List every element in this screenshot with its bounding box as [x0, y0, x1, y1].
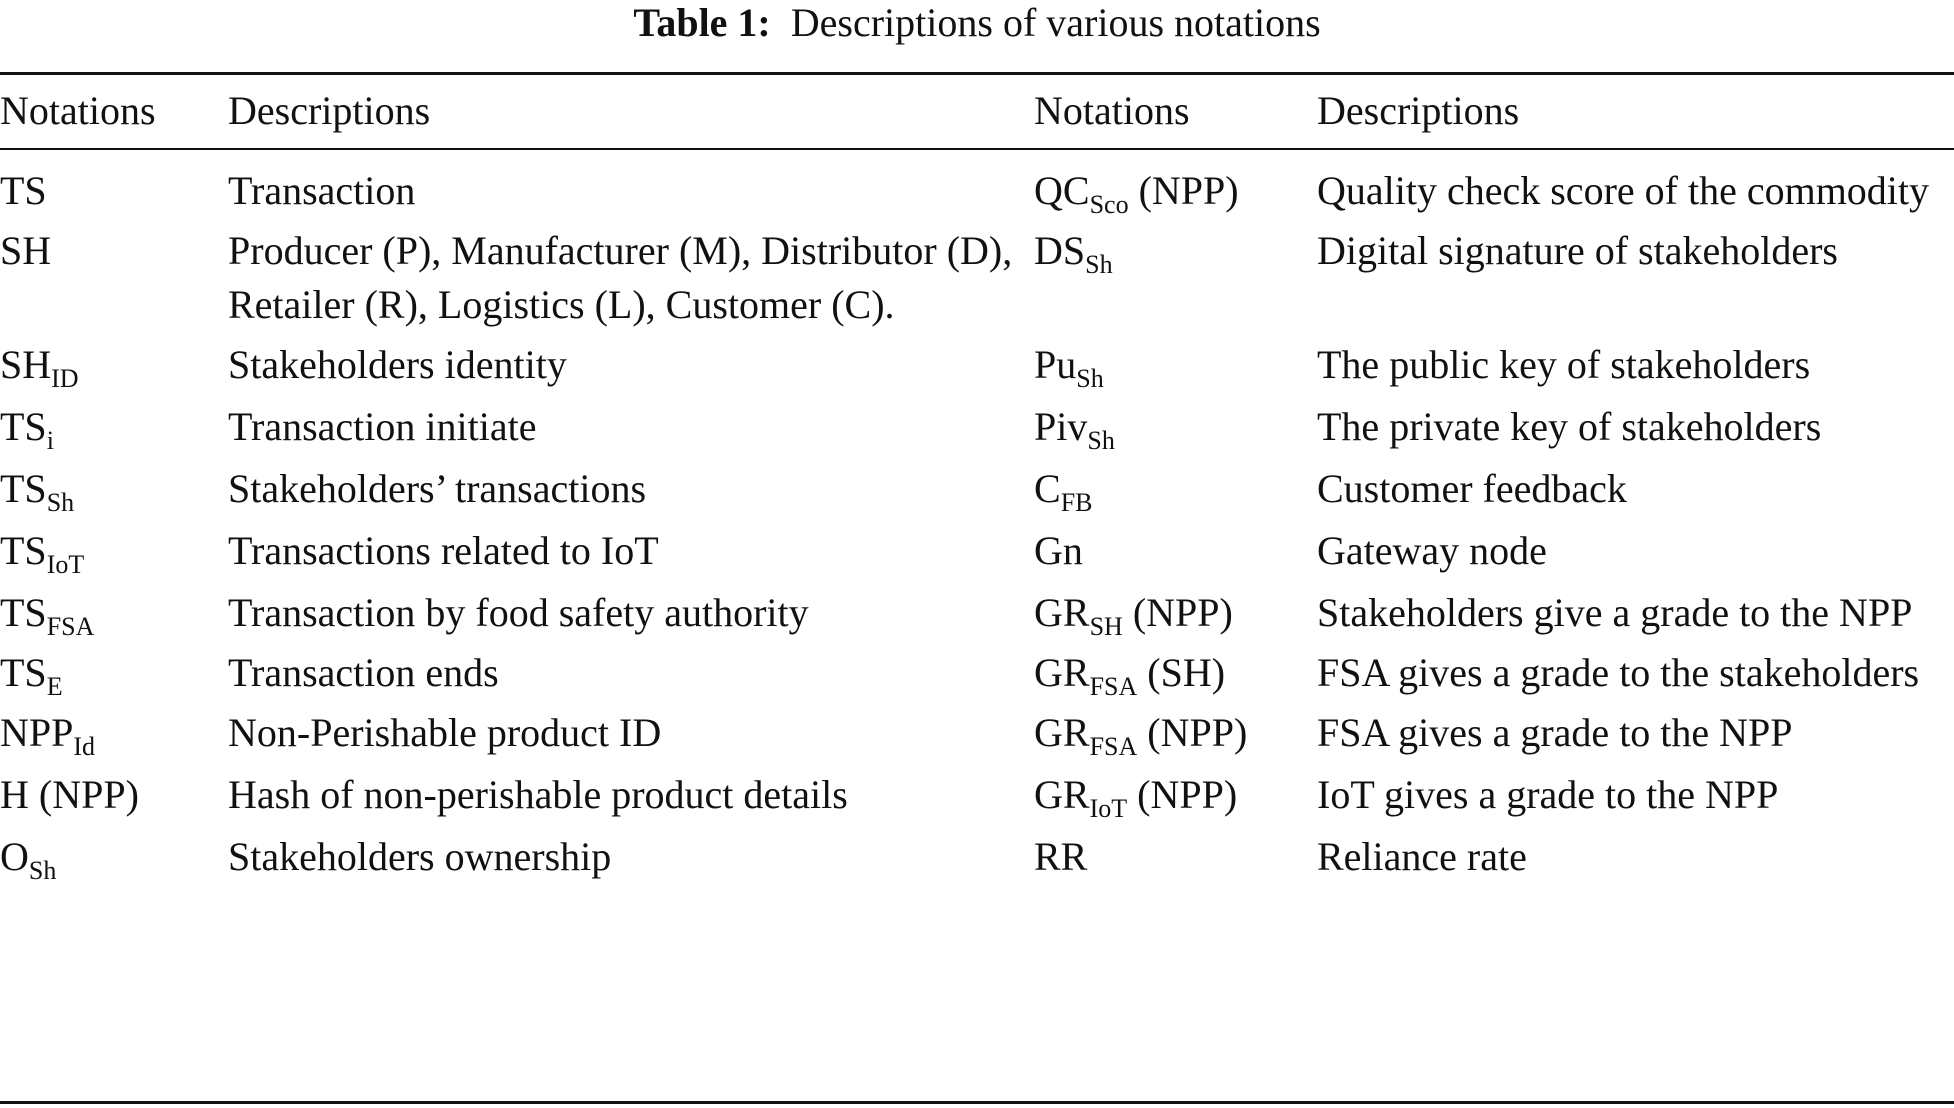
notation-cell: $C_{FB}$ [1034, 466, 1093, 517]
description-cell: Reliance rate [1317, 834, 1527, 879]
table-header-row [0, 84, 1954, 150]
description-cell: Transaction by food safety authority [228, 590, 809, 635]
table-top-rule [0, 72, 1954, 75]
description-cell: Producer (P), Manufacturer (M), Distributor (D), Retailer (R), Logistics (L), Customer (C). [228, 228, 1013, 327]
notation-cell: $GR_{IoT}$ (NPP) [1034, 772, 1238, 823]
table-row [0, 462, 1954, 524]
description-cell: Transaction [228, 168, 416, 213]
notations-table [0, 84, 1954, 884]
table-row [0, 586, 1954, 646]
notation-cell: $TS_i$ [0, 404, 54, 455]
notation-cell: Gn [1034, 528, 1083, 573]
table-row [0, 524, 1954, 586]
header-notations-right: Notations [1034, 88, 1190, 133]
description-cell: Transactions related to IoT [228, 528, 659, 573]
description-cell: The private key of stakeholders [1317, 404, 1822, 449]
notation-cell: $GR_{FSA}$ (SH) [1034, 650, 1226, 701]
description-cell: Stakeholders identity [228, 342, 567, 387]
notation-cell: $SH_{ID}$ [0, 342, 79, 393]
notation-cell: $GR_{SH}$ (NPP) [1034, 590, 1233, 641]
description-cell: Stakeholders ownership [228, 834, 612, 879]
description-cell: Transaction ends [228, 650, 499, 695]
notation-cell: SH [0, 228, 52, 273]
table-caption-label: Table 1: [633, 0, 771, 45]
table-row [0, 338, 1954, 400]
description-cell: IoT gives a grade to the NPP [1317, 772, 1779, 817]
description-cell: Stakeholders’ transactions [228, 466, 647, 511]
description-cell: Hash of non-perishable product details [228, 772, 848, 817]
notation-cell: RR [1034, 834, 1088, 879]
notation-cell: $QC_{Sco}$ (NPP) [1034, 168, 1239, 219]
table-caption-text: Descriptions of various notations [790, 0, 1321, 45]
notation-cell: $TS_{Sh}$ [0, 466, 75, 517]
notation-cell: Piv$_{Sh}$ [1034, 404, 1115, 455]
table-row [0, 224, 1954, 338]
description-cell: FSA gives a grade to the NPP [1317, 710, 1793, 755]
notation-cell: $DS_{Sh}$ [1034, 228, 1113, 279]
table-row [0, 830, 1954, 884]
notation-cell: TS [0, 168, 47, 213]
header-descriptions-left: Descriptions [228, 88, 431, 133]
notation-cell: $TS_E$ [0, 650, 63, 701]
description-cell: The public key of stakeholders [1317, 342, 1811, 387]
table-row [0, 768, 1954, 830]
header-notations-left: Notations [0, 88, 156, 133]
description-cell: Quality check score of the commodity [1317, 168, 1930, 213]
notation-cell: $TS_{FSA}$ [0, 590, 95, 641]
table-bottom-rule [0, 1101, 1954, 1104]
notation-cell: $Pu_{Sh}$ [1034, 342, 1104, 393]
description-cell: Non-Perishable product ID [228, 710, 662, 755]
description-cell: FSA gives a grade to the stakeholders [1317, 650, 1920, 695]
description-cell: Stakeholders give a grade to the NPP [1317, 590, 1913, 635]
header-descriptions-right: Descriptions [1317, 88, 1520, 133]
description-cell: Transaction initiate [228, 404, 537, 449]
table-row [0, 400, 1954, 462]
table-caption [0, 0, 1954, 46]
notation-cell: $O_{Sh}$ [0, 834, 57, 885]
description-cell: Gateway node [1317, 528, 1547, 573]
table-row [0, 706, 1954, 768]
description-cell: Digital signature of stakeholders [1317, 228, 1838, 273]
notation-cell: $NPP_{Id}$ [0, 710, 96, 761]
notation-cell: H (NPP) [0, 772, 139, 817]
table-row [0, 150, 1954, 224]
notation-cell: $GR_{FSA}$ (NPP) [1034, 710, 1248, 761]
description-cell: Customer feedback [1317, 466, 1627, 511]
notation-cell: $TS_{IoT}$ [0, 528, 85, 579]
table-row [0, 646, 1954, 706]
